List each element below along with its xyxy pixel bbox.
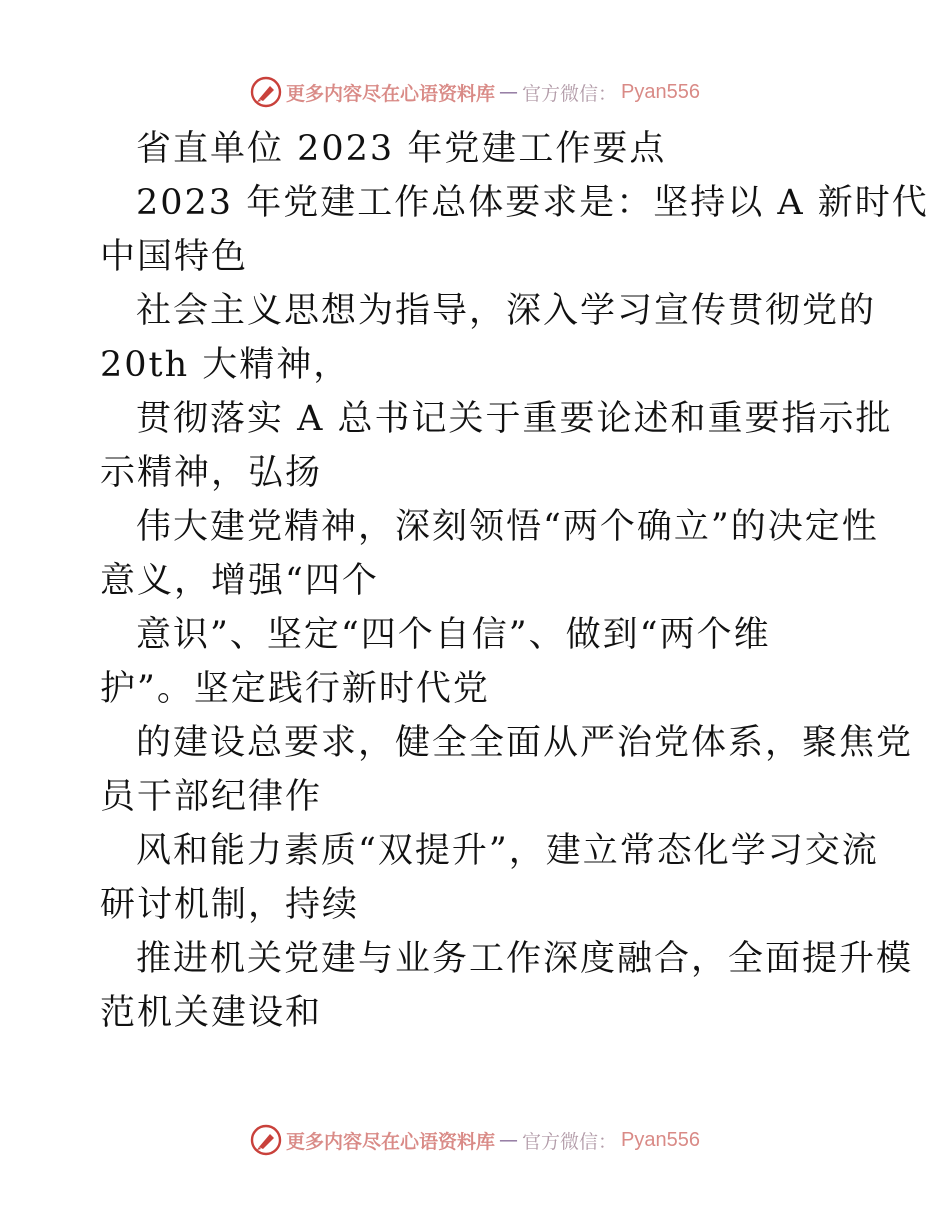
document-body [100, 122, 929, 1040]
watermark-separator: — [499, 81, 519, 103]
watermark-header [0, 72, 950, 112]
paragraph-line: 20th 大精神， [100, 345, 351, 385]
watermark-footer [0, 1120, 950, 1160]
paragraph-line: 员干部纪律作 [100, 777, 323, 817]
paragraph-line: 贯彻落实 A 总书记关于重要论述和重要指示批 [136, 399, 893, 439]
paragraph-line: 中国特色 [100, 237, 249, 277]
paragraph-line: 伟大建党精神，深刻领悟“两个确立”的决定性 [136, 507, 879, 547]
pen-nib-logo-icon [250, 76, 282, 108]
paragraph-line: 研讨机制，持续 [100, 885, 360, 925]
watermark-site-text: 更多内容尽在心语资料库 [286, 1130, 496, 1153]
paragraph-line: 意义，增强“四个 [100, 561, 379, 601]
watermark-wechat-id: Pyan556 [621, 80, 700, 103]
pen-nib-logo-icon [250, 1124, 282, 1156]
paragraph-line: 意识”、坚定“四个自信”、做到“两个维 [136, 615, 771, 655]
paragraph-line: 2023 年党建工作总体要求是：坚持以 A 新时代 [136, 183, 929, 223]
watermark-wechat-label: 官方微信： [522, 82, 618, 105]
paragraph-line: 示精神，弘扬 [100, 453, 323, 493]
watermark-wechat-label: 官方微信： [522, 1130, 618, 1153]
document-title: 省直单位 2023 年党建工作要点 [136, 129, 667, 169]
paragraph-line: 范机关建设和 [100, 993, 323, 1033]
paragraph-line: 推进机关党建与业务工作深度融合，全面提升模 [136, 939, 914, 979]
paragraph-line: 护”。坚定践行新时代党 [100, 669, 490, 709]
paragraph-line: 的建设总要求，健全全面从严治党体系，聚焦党 [136, 723, 914, 763]
paragraph-line: 社会主义思想为指导，深入学习宣传贯彻党的 [136, 291, 877, 331]
watermark-site-text: 更多内容尽在心语资料库 [286, 82, 496, 105]
watermark-wechat-id: Pyan556 [621, 1128, 700, 1151]
watermark-separator: — [499, 1129, 519, 1151]
paragraph-line: 风和能力素质“双提升”，建立常态化学习交流 [136, 831, 879, 871]
